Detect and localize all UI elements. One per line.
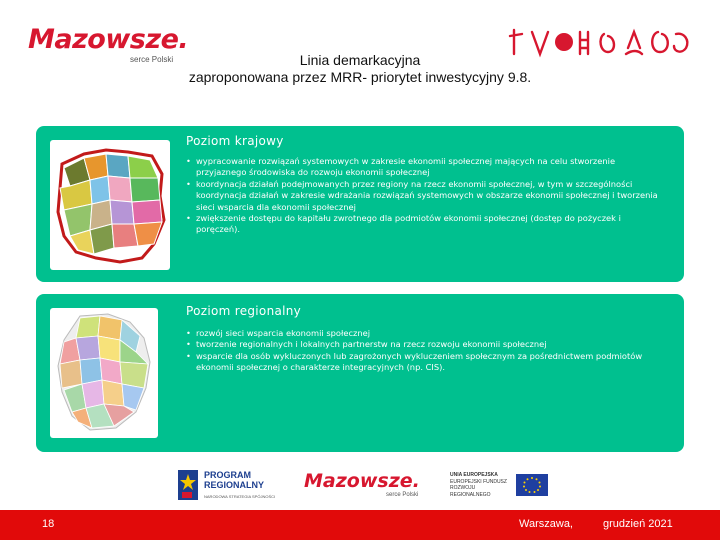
footer-logo-wordmark: Mazowsze. — [304, 470, 420, 492]
title-line-1: Linia demarkacyjna — [299, 52, 421, 68]
title-line-2: zaproponowana przez MRR- priorytet inwestycyjny 9.8. — [188, 69, 532, 85]
poland-map-icon — [50, 140, 170, 270]
nss-label: NARODOWA STRATEGIA SPÓJNOŚCI — [204, 494, 276, 499]
mazowsze-map-card — [50, 308, 158, 438]
eu-fund-line1: EUROPEJSKI FUNDUSZ — [450, 478, 507, 485]
list-item: • tworzenie regionalnych i lokalnych partnerstw na rzecz rozwoju ekonomii społecznej — [184, 339, 664, 350]
poland-map-card — [50, 140, 170, 270]
logo-tagline: serce Polski — [130, 55, 174, 64]
list-item: • wypracowanie rozwiązań systemowych w zakresie ekonomii społecznej mających na celu stworzenie przyjaznego środowiska do rozwoju ekonomii społecznej — [184, 156, 664, 179]
footer-logos — [0, 462, 720, 506]
program-label: PROGRAM — [204, 470, 251, 480]
footer-place: Warszawa, — [519, 518, 573, 530]
regional-level-panel — [36, 294, 684, 452]
logo-wordmark: Mazowsze. — [28, 24, 189, 55]
eu-flag-icon — [516, 474, 548, 496]
footer-bar — [0, 510, 720, 540]
footer-logo-tagline: serce Polski — [386, 492, 419, 498]
list-item: • rozwój sieci wsparcia ekonomii społecznej — [184, 328, 664, 339]
eu-text — [450, 472, 514, 498]
national-level-list — [184, 156, 664, 236]
list-item: • wsparcie dla osób wykluczonych lub zagrożonych wykluczeniem społecznym za pośrednictwem podmiotów ekonomii społecznej o charakterze integracyjnych (np. CIS). — [184, 351, 664, 374]
regional-level-list — [184, 328, 664, 374]
page-number: 18 — [42, 518, 55, 530]
nss-star-icon — [176, 468, 202, 502]
list-item: • koordynacja działań podejmowanych przez regiony na rzecz ekonomii społecznej, w tym w szczególności koordynacja działań w zakresie wdrażania rozwiązań systemowych w obszarze ekonomii społecznej i tworzenia sieci wsparcia dla ekonomii społecznej — [184, 179, 664, 213]
regional-level-heading: Poziom regionalny — [186, 304, 302, 318]
national-level-panel — [36, 126, 684, 282]
eu-name: UNIA EUROPEJSKA — [450, 472, 498, 478]
mazowsze-map-icon — [50, 308, 158, 438]
footer-mazowsze-logo — [304, 470, 434, 504]
eu-logo — [450, 472, 550, 502]
list-item: • zwiększenie dostępu do kapitału zwrotnego dla podmiotów ekonomii społecznej (dostęp do pożyczek i poręczeń). — [184, 213, 664, 236]
program-regionalny-logo — [176, 468, 296, 504]
national-level-heading: Poziom krajowy — [186, 134, 284, 148]
slide-title — [100, 52, 620, 86]
regional-label: REGIONALNY — [204, 480, 265, 490]
footer-date: grudzień 2021 — [603, 518, 673, 530]
eu-fund-line2: ROZWOJU REGIONALNEGO — [450, 485, 491, 498]
